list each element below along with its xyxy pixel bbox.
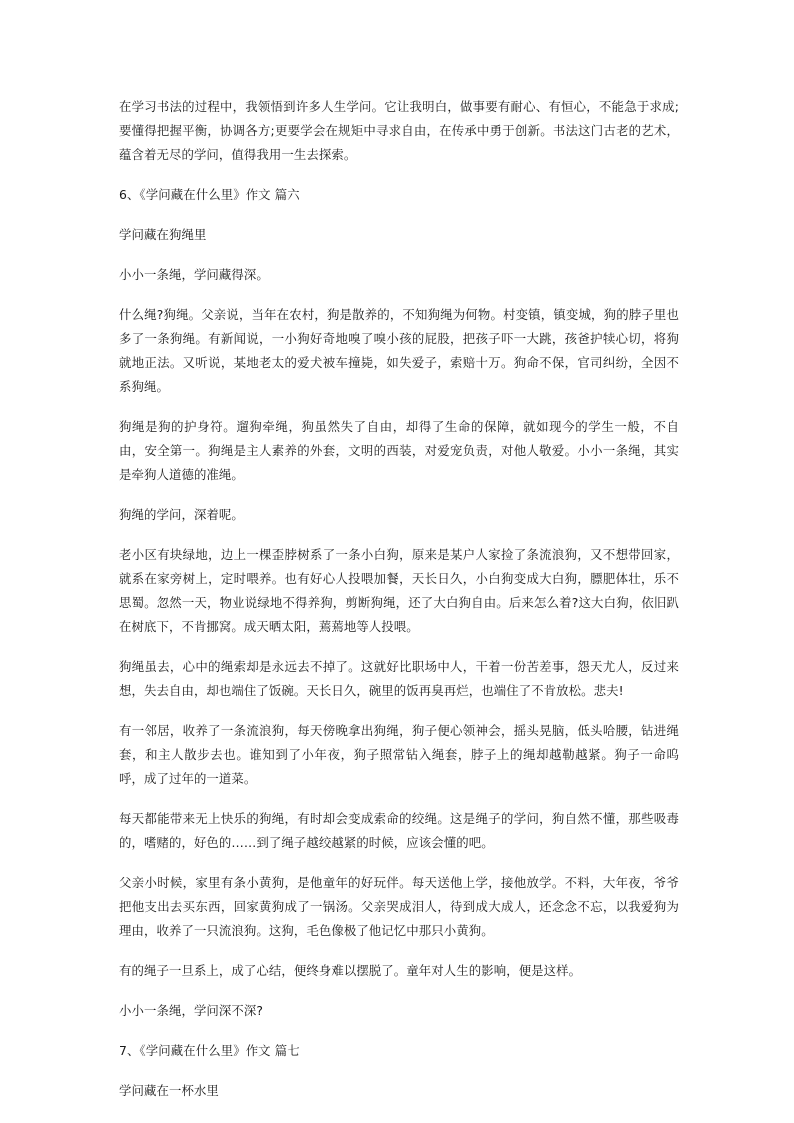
paragraph-noose: 每天都能带来无上快乐的狗绳，有时却会变成索命的绞绳。这是绳子的学问，狗自然不懂，那些吸毒的，嗜赌的，好色的……到了绳子越绞越紧的时候，应该会懂的吧。	[119, 811, 679, 850]
paragraph-closing: 小小一条绳，学问深不深?	[119, 1003, 264, 1018]
paragraph-inner-rope: 狗绳虽去，心中的绳索却是永远去不掉了。这就好比职场中人，干着一份苦差事，怨天尤人，反过来想，失去自由，却也端住了饭碗。天长日久，碗里的饭再臭再烂，也端住了不肯放松。悲夫!	[119, 659, 679, 698]
paragraph-neighbor: 有一邻居，收养了一条流浪狗，每天傍晚拿出狗绳，狗子便心领神会，摇头晃脑，低头哈腰，钻进绳套，和主人散步去也。谁知到了小年夜，狗子照常钻入绳套，脖子上的绳却越勒越紧。狗子一命呜呼，成了过年的一道菜。	[119, 723, 679, 786]
paragraph-deep: 狗绳的学问，深着呢。	[119, 507, 244, 522]
paragraph-knot: 有的绳子一旦系上，成了心结，便终身难以摆脱了。童年对人生的影响，便是这样。	[119, 963, 582, 978]
paragraph-calligraphy-conclusion: 在学习书法的过程中，我领悟到许多人生学问。它让我明白，做事要有耐心、有恒心，不能急于求成;要懂得把握平衡，协调各方;更要学会在规矩中寻求自由，在传承中勇于创新。书法这门古老的艺术，蕴含着无尽的学问，值得我用一生去探索。	[119, 99, 679, 162]
paragraph-what-leash: 什么绳?狗绳。父亲说，当年在农村，狗是散养的，不知狗绳为何物。村变镇，镇变城，狗的脖子里也多了一条狗绳。有新闻说，一小狗好奇地嗅了嗅小孩的屁股，把孩子吓一大跳，孩爸护犊心切，将狗就地正法。又听说，某地老太的爱犬被车撞毙，如失爱子，索赔十万。狗命不保，官司纠纷，全因不系狗绳。	[119, 307, 679, 394]
paragraph-amulet: 狗绳是狗的护身符。遛狗牵绳，狗虽然失了自由，却得了生命的保障，就如现今的学生一般，不自由，安全第一。狗绳是主人素养的外套，文明的西装，对爱宠负责，对他人敬爱。小小一条绳，其实是牵狗人道德的准绳。	[119, 419, 679, 482]
paragraph-white-dog: 老小区有块绿地，边上一棵歪脖树系了一条小白狗，原来是某户人家捡了条流浪狗，又不想带回家，就系在家旁树上，定时喂养。也有好心人投喂加餐，天长日久，小白狗变成大白狗，膘肥体壮，乐不思蜀。忽然一天，物业说绿地不得养狗，剪断狗绳，还了大白狗自由。后来怎么着?这大白狗，依旧趴在树底下，不肯挪窝。成天晒太阳，蔫蔫地等人投喂。	[119, 547, 679, 634]
document-page	[119, 95, 679, 1103]
section-heading-7: 7、《学问藏在什么里》作文 篇七	[119, 1043, 300, 1058]
paragraph-father: 父亲小时候，家里有条小黄狗，是他童年的好玩伴。每天送他上学，接他放学。不料，大年夜，爷爷把他支出去买东西，回家黄狗成了一锅汤。父亲哭成泪人，待到成大成人，还念念不忘，以我爱狗为理由，收养了一只流浪狗。这狗，毛色像极了他记忆中那只小黄狗。	[119, 875, 679, 938]
paragraph-intro: 小小一条绳，学问藏得深。	[119, 267, 269, 282]
essay-title-dog-leash: 学问藏在狗绳里	[119, 227, 207, 242]
essay-title-water: 学问藏在一杯水里	[119, 1083, 219, 1098]
section-heading-6: 6、《学问藏在什么里》作文 篇六	[119, 187, 300, 202]
